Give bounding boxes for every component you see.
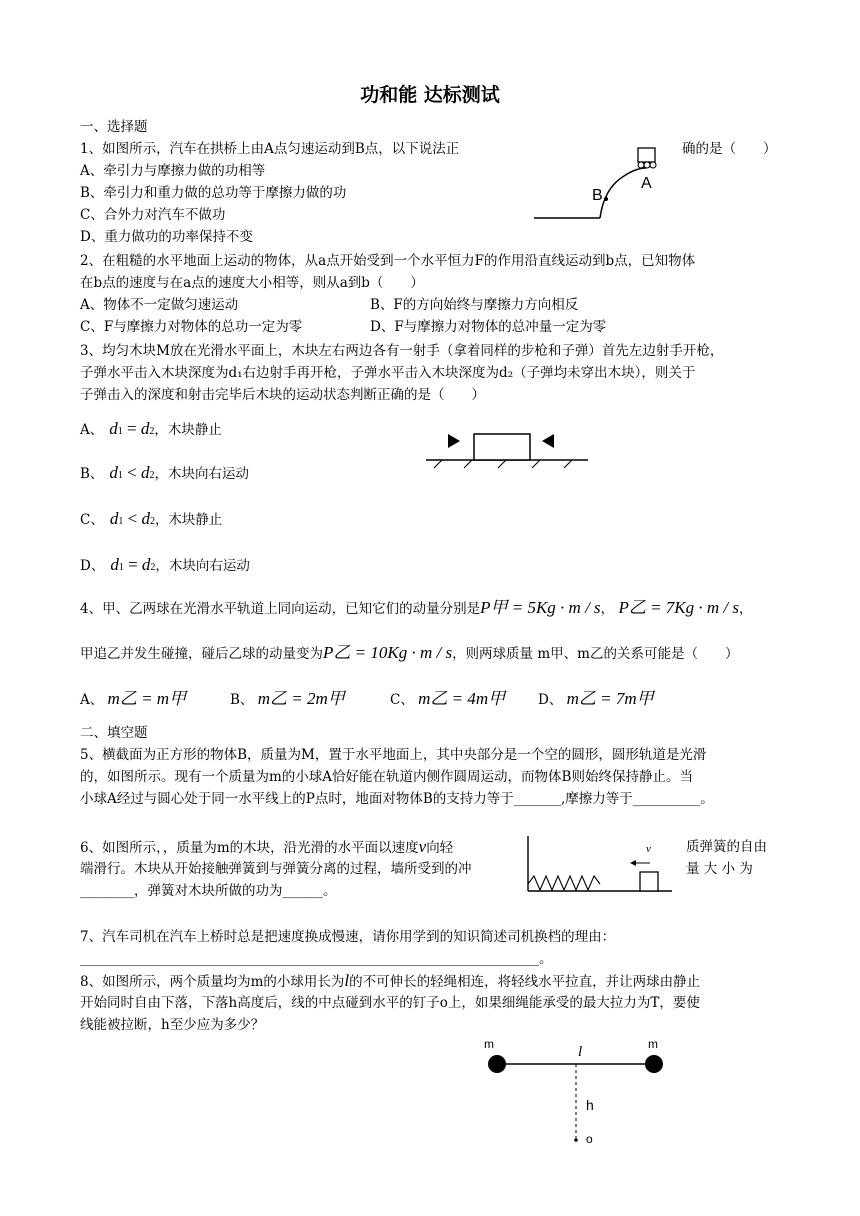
q3-option-a: A、 d1 = d2，木块静止	[80, 419, 222, 438]
q2-option-b: B、F的方向始终与摩擦力方向相反	[370, 297, 579, 313]
q6-line3: ________，弹簧对木块所做的功为______。	[80, 883, 337, 899]
q4-p-yi: P乙 = 7Kg · m / s	[618, 598, 740, 617]
q3-block-figure	[422, 426, 592, 470]
q1-option-b: B、牵引力和重力做的总功等于摩擦力做的功	[80, 185, 347, 201]
q1-bridge-figure	[528, 138, 668, 222]
q2-option-a: A、物体不一定做匀速运动	[80, 297, 239, 313]
page-title: 功和能 达标测试	[360, 84, 500, 106]
q6-line2-right: 量 大 小 为	[686, 861, 753, 877]
q8-fig-o: o	[586, 1132, 593, 1146]
q3-line2: 子弹水平击入木块深度为d₁右边射手再开枪，子弹水平击入木块深度为d₂（子弹均未穿出木块），则关于	[80, 365, 696, 381]
q6-spring-figure	[522, 836, 678, 896]
q4-p-jia: P甲 = 5Kg · m / s	[480, 598, 601, 617]
q6-line1-left: 6、如图所示，，质量为m的木块，沿光滑的水平面以速度v向轻	[80, 837, 454, 856]
section-heading-choice: 一、选择题	[80, 119, 148, 135]
q6-fig-v-label: v	[646, 843, 651, 855]
q1-option-c: C、合外力对汽车不做功	[80, 207, 226, 223]
q7-line2: ____________________________________________________________________。	[80, 951, 553, 967]
q3-line1: 3、均匀木块M放在光滑水平面上，木块左右两边各有一射手（拿着同样的步枪和子弹）首先左边射手开枪，	[80, 343, 724, 359]
q4-p-yi-after: P乙 = 10Kg · m / s	[323, 643, 453, 662]
q3-option-c: C、 d1 < d2，木块静止	[80, 509, 223, 528]
q8-fig-l: l	[578, 1044, 583, 1060]
q8-balls-figure	[478, 1036, 674, 1148]
q6-line1-right: 质弹簧的自由	[686, 839, 767, 855]
q3-line3: 子弹击入的深度和射击完毕后木块的运动状态判断正确的是（ ）	[80, 387, 485, 403]
q4-option-d: D、 m乙 = 7m甲	[538, 689, 654, 708]
q4-line1: 4、甲、乙两球在光滑水平轨道上同向运动，已知它们的动量分别是P甲 = 5Kg · m / s， P乙 = 7Kg · m / s，	[80, 598, 753, 617]
q4-line2: 甲追乙并发生碰撞，碰后乙球的动量变为P乙 = 10Kg · m / s，则两球质量 m甲、m乙的关系可能是（ ）	[80, 643, 739, 662]
q1-stem-right: 确的是（ ）	[682, 141, 777, 157]
q5-line1: 5、横截面为正方形的物体B，质量为M，置于水平地面上，其中央部分是一个空的圆形，圆形轨道是光滑	[80, 747, 707, 763]
q8-line1: 8、如图所示，两个质量均为m的小球用长为l的不可伸长的轻绳相连，将轻线水平拉直，并让两球由静止	[80, 971, 701, 990]
q2-line1: 2、在粗糙的水平地面上运动的物体，从a点开始受到一个水平恒力F的作用沿直线运动到b点，已知物体	[80, 253, 696, 269]
q1-option-d: D、重力做功的功率保持不变	[80, 229, 253, 245]
q8-fig-h: h	[586, 1097, 594, 1113]
q6-line2-left: 端滑行。木块从开始接触弹簧到与弹簧分离的过程，墙所受到的冲	[80, 861, 472, 877]
q8-fig-m-left: m	[484, 1037, 494, 1051]
q2-option-d: D、F与摩擦力对物体的总冲量一定为零	[370, 319, 607, 335]
q5-line2: 的，如图所示。现有一个质量为m的小球A恰好能在轨道内侧作圆周运动，而物体B则始终保持静止。当	[80, 769, 693, 785]
q1-fig-label-a: A	[641, 175, 652, 192]
q8-fig-m-right: m	[648, 1037, 658, 1051]
q5-line3: 小球A经过与圆心处于同一水平线上的P点时，地面对物体B的支持力等于_______,摩擦力等于__________。	[80, 791, 714, 807]
q1-fig-label-b: B	[592, 187, 603, 204]
q3-option-b: B、 d1 < d2，木块向右运动	[80, 463, 250, 482]
q4-option-b: B、 m乙 = 2m甲	[230, 689, 345, 708]
q8-line2: 开始同时自由下落，下落h高度后，线的中点碰到水平的钉子o上，如果细绳能承受的最大拉力为T，要使	[80, 995, 700, 1011]
q2-option-c: C、F与摩擦力对物体的总功一定为零	[80, 319, 303, 335]
q2-line2: 在b点的速度与在a点的速度大小相等，则从a到b（ ）	[80, 275, 424, 291]
q8-line3: 线能被拉断，h至少应为多少？	[80, 1017, 265, 1033]
q3-option-d: D、 d1 = d2，木块向右运动	[80, 555, 250, 574]
q4-option-a: A、 m乙 = m甲	[80, 689, 187, 708]
q1-stem-left: 1、如图所示，汽车在拱桥上由A点匀速运动到B点，以下说法正	[80, 141, 460, 157]
q7-line1: 7、汽车司机在汽车上桥时总是把速度换成慢速，请你用学到的知识简述司机换档的理由：	[80, 929, 616, 945]
q4-option-c: C、 m乙 = 4m甲	[390, 689, 506, 708]
q1-option-a: A、牵引力与摩擦力做的功相等	[80, 163, 266, 179]
section-heading-fill: 二、填空题	[80, 725, 148, 741]
